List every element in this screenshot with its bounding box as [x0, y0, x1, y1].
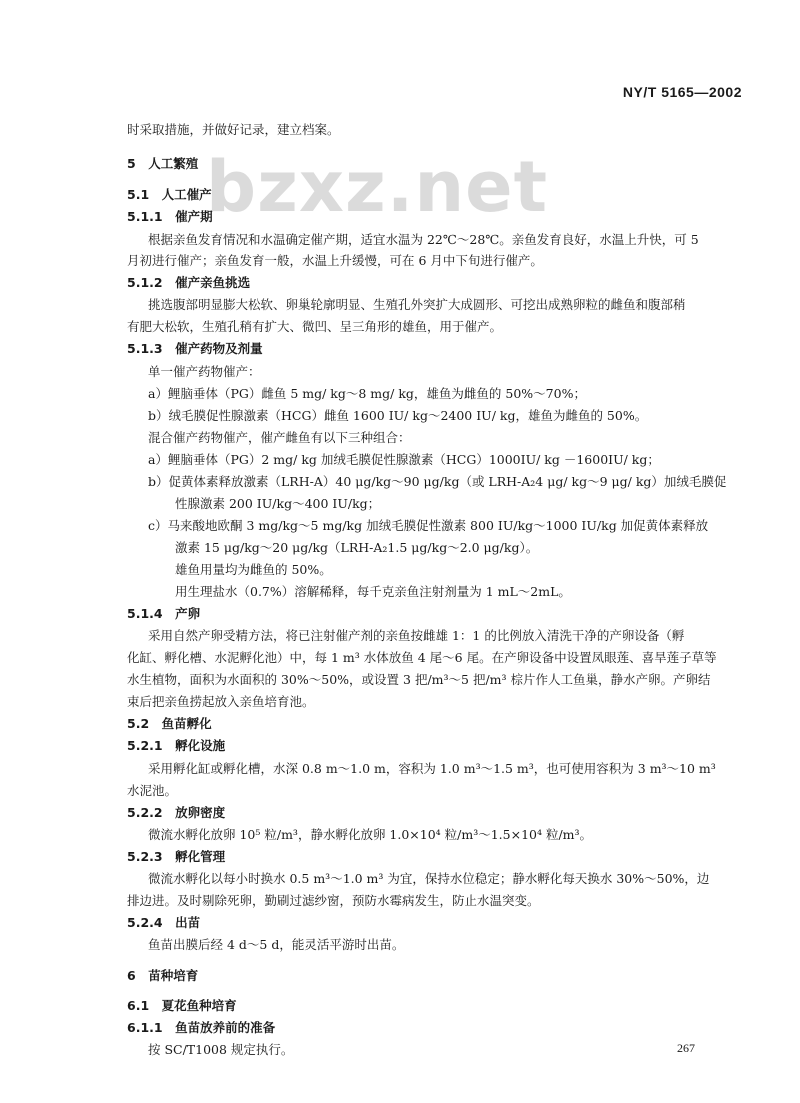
page-number: 267: [677, 1041, 695, 1055]
body-text: 束后把亲鱼捞起放入亲鱼培育池。: [127, 694, 315, 709]
body-text: 根据亲鱼发育情况和水温确定催产期，适宜水温为 22℃～28℃。亲鱼发育良好，水温上升快，可 5: [148, 232, 699, 247]
section-heading: 5.1.1 催产期: [127, 209, 213, 224]
section-heading: 6 苗种培育: [127, 968, 199, 983]
list-item: a）鲤脑垂体（PG）雌鱼 5 mg/ kg～8 mg/ kg，雄鱼为雌鱼的 50%～70%；: [148, 386, 586, 401]
body-text: 微流水孵化放卵 10⁵ 粒/m³，静水孵化放卵 1.0×10⁴ 粒/m³～1.5×10⁴ 粒/m³。: [148, 827, 593, 842]
body-text: 用生理盐水（0.7%）溶解稀释，每千克亲鱼注射剂量为 1 mL～2mL。: [175, 584, 571, 599]
body-text: 混合催产药物催产，催产雌鱼有以下三种组合：: [148, 430, 411, 445]
body-text: 按 SC/T1008 规定执行。: [148, 1042, 294, 1057]
section-heading: 5.1.3 催产药物及剂量: [127, 341, 263, 356]
list-item: b）促黄体素释放激素（LRH-A）40 μg/kg～90 μg/kg（或 LRH-A₂4 μg/ kg～9 μg/ kg）加绒毛膜促: [148, 474, 727, 489]
section-heading: 5 人工繁殖: [127, 156, 199, 171]
body-text: 采用孵化缸或孵化槽，水深 0.8 m～1.0 m，容积为 1.0 m³～1.5 m³，也可使用容积为 3 m³～10 m³: [148, 761, 716, 776]
section-heading: 5.1.2 催产亲鱼挑选: [127, 275, 251, 290]
body-text: 水泥池。: [127, 783, 178, 798]
section-heading: 5.1 人工催产: [127, 187, 212, 202]
section-heading: 6.1 夏花鱼种培育: [127, 998, 237, 1013]
section-heading: 5.2.3 孵化管理: [127, 849, 226, 864]
body-text: 时采取措施，并做好记录，建立档案。: [127, 122, 340, 137]
body-text: 水生植物，面积为水面积的 30%～50%，或设置 3 把/m³～5 把/m³ 棕片作人工鱼巢，静水产卵。产卵结: [127, 672, 711, 687]
body-text: 微流水孵化以每小时换水 0.5 m³～1.0 m³ 为宜，保持水位稳定；静水孵化每天换水 30%～50%，边: [148, 871, 710, 886]
body-text: 采用自然产卵受精方法，将已注射催产剂的亲鱼按雌雄 1：1 的比例放入清洗干净的产卵设备（孵: [148, 628, 685, 643]
section-heading: 5.2.2 放卵密度: [127, 805, 226, 820]
body-text: 挑选腹部明显膨大松软、卵巢轮廓明显、生殖孔外突扩大成圆形、可挖出成熟卵粒的雌鱼和腹部稍: [148, 297, 686, 312]
section-heading: 5.2.1 孵化设施: [127, 738, 226, 753]
list-item-continuation: 性腺激素 200 IU/kg～400 IU/kg；: [175, 496, 381, 511]
list-item: c）马来酸地欧酮 3 mg/kg～5 mg/kg 加绒毛膜促性激素 800 IU/kg～1000 IU/kg 加促黄体素释放: [148, 518, 709, 533]
list-item: b）绒毛膜促性腺激素（HCG）雌鱼 1600 IU/ kg～2400 IU/ kg，雄鱼为雌鱼的 50%。: [148, 408, 648, 423]
section-heading: 5.2.4 出苗: [127, 915, 201, 930]
list-item: a）鲤脑垂体（PG）2 mg/ kg 加绒毛膜促性腺激素（HCG）1000IU/ kg －1600IU/ kg；: [148, 452, 660, 467]
standard-number: NY/T 5165—2002: [622, 84, 742, 100]
body-text: 月初进行催产；亲鱼发育一般，水温上升缓慢，可在 6 月中下旬进行催产。: [127, 253, 543, 268]
section-heading: 5.1.4 产卵: [127, 606, 201, 621]
watermark: bzxz.net: [206, 146, 549, 228]
body-text: 排边进。及时剔除死卵，勤刷过滤纱窗，预防水霉病发生，防止水温突变。: [127, 893, 540, 908]
body-text: 有肥大松软，生殖孔稍有扩大、微凹、呈三角形的雄鱼，用于催产。: [127, 319, 503, 334]
body-text: 化缸、孵化槽、水泥孵化池）中，每 1 m³ 水体放鱼 4 尾～6 尾。在产卵设备中设置凤眼莲、喜旱莲子草等: [127, 650, 717, 665]
section-heading: 6.1.1 鱼苗放养前的准备: [127, 1020, 276, 1035]
body-text: 单一催产药物催产：: [148, 364, 261, 379]
list-item-continuation: 激素 15 μg/kg～20 μg/kg（LRH-A₂1.5 μg/kg～2.0 μg/kg）。: [175, 540, 539, 555]
section-heading: 5.2 鱼苗孵化: [127, 716, 212, 731]
body-text: 鱼苗出膜后经 4 d～5 d，能灵活平游时出苗。: [148, 937, 405, 952]
body-text: 雄鱼用量均为雌鱼的 50%。: [175, 562, 332, 577]
